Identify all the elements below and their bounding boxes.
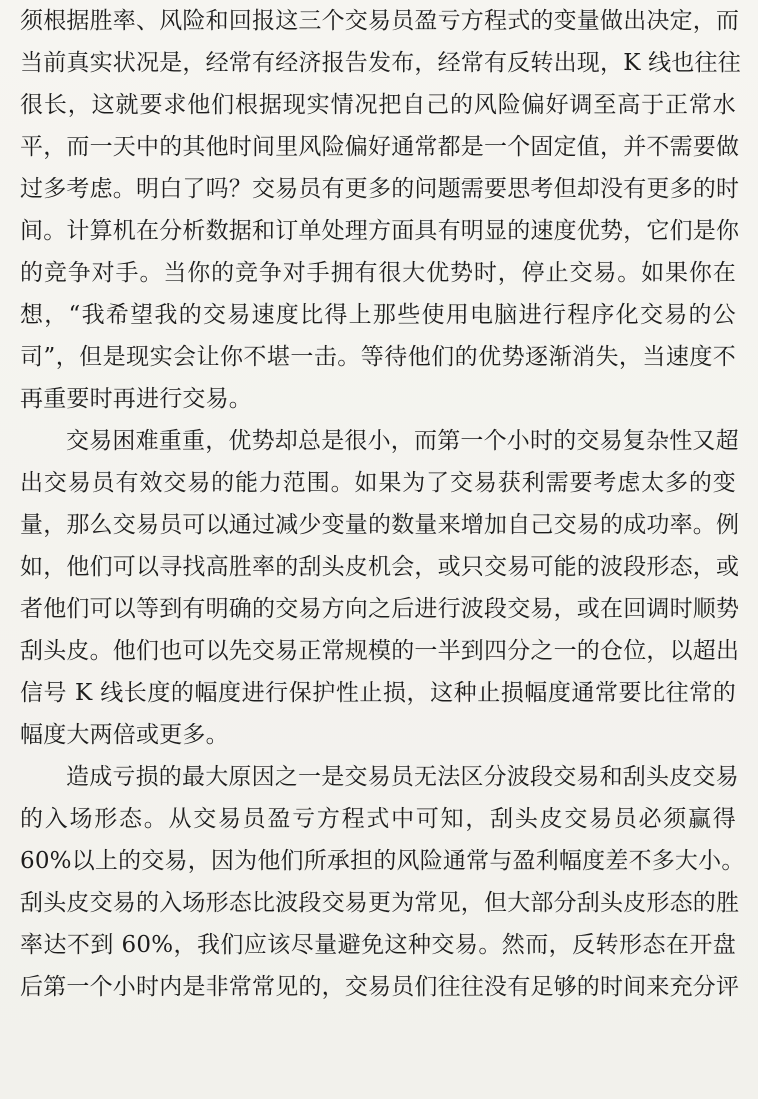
text-line: 60%以上的交易，因为他们所承担的风险通常与盈利幅度差不多大小。 (20, 848, 745, 874)
text-line: 幅度大两倍或更多。 (20, 722, 229, 748)
text-line: 很长，这就要求他们根据现实情况把自己的风险偏好调至高于正常水 (20, 92, 736, 118)
text-line: 率达不到 60%，我们应该尽量避免这种交易。然而，反转形态在开盘 (20, 932, 736, 958)
text-line: 平，而一天中的其他时间里风险偏好通常都是一个固定值，并不需要做 (20, 134, 740, 160)
text-line: 量，那么交易员可以通过减少变量的数量来增加自己交易的成功率。例 (20, 512, 740, 538)
text-line: 出交易员有效交易的能力范围。如果为了交易获利需要考虑太多的变 (20, 470, 736, 496)
text-line: 的竞争对手。当你的竞争对手拥有很大优势时，停止交易。如果你在 (20, 260, 736, 286)
text-line: 司”，但是现实会让你不堪一击。等待他们的优势逐渐消失，当速度不 (20, 344, 736, 370)
text-line: 想，“我希望我的交易速度比得上那些使用电脑进行程序化交易的公 (20, 302, 736, 328)
text-line: 当前真实状况是，经常有经济报告发布，经常有反转出现，K 线也往往 (20, 50, 741, 76)
text-line: 后第一个小时内是非常常见的，交易员们往往没有足够的时间来充分评 (20, 974, 740, 1000)
text-line: 的入场形态。从交易员盈亏方程式中可知，刮头皮交易员必须赢得 (20, 806, 736, 832)
text-line: 信号 K 线长度的幅度进行保护性止损，这种止损幅度通常要比往常的 (20, 680, 736, 706)
text-line: 再重要时再进行交易。 (20, 386, 252, 412)
text-line: 造成亏损的最大原因之一是交易员无法区分波段交易和刮头皮交易 (66, 764, 739, 790)
text-line: 者他们可以等到有明确的交易方向之后进行波段交易，或在回调时顺势 (20, 596, 740, 622)
text-line: 须根据胜率、风险和回报这三个交易员盈亏方程式的变量做出决定，而 (20, 8, 740, 34)
text-line: 间。计算机在分析数据和订单处理方面具有明显的速度优势，它们是你 (20, 218, 740, 244)
text-line: 刮头皮。他们也可以先交易正常规模的一半到四分之一的仓位，以超出 (20, 638, 740, 664)
text-line: 过多考虑。明白了吗？交易员有更多的问题需要思考但却没有更多的时 (20, 176, 740, 202)
text-line: 交易困难重重，优势却总是很小，而第一个小时的交易复杂性又超 (66, 428, 739, 454)
text-line: 如，他们可以寻找高胜率的刮头皮机会，或只交易可能的波段形态，或 (20, 554, 740, 580)
text-line: 刮头皮交易的入场形态比波段交易更为常见，但大部分刮头皮形态的胜 (20, 890, 740, 916)
